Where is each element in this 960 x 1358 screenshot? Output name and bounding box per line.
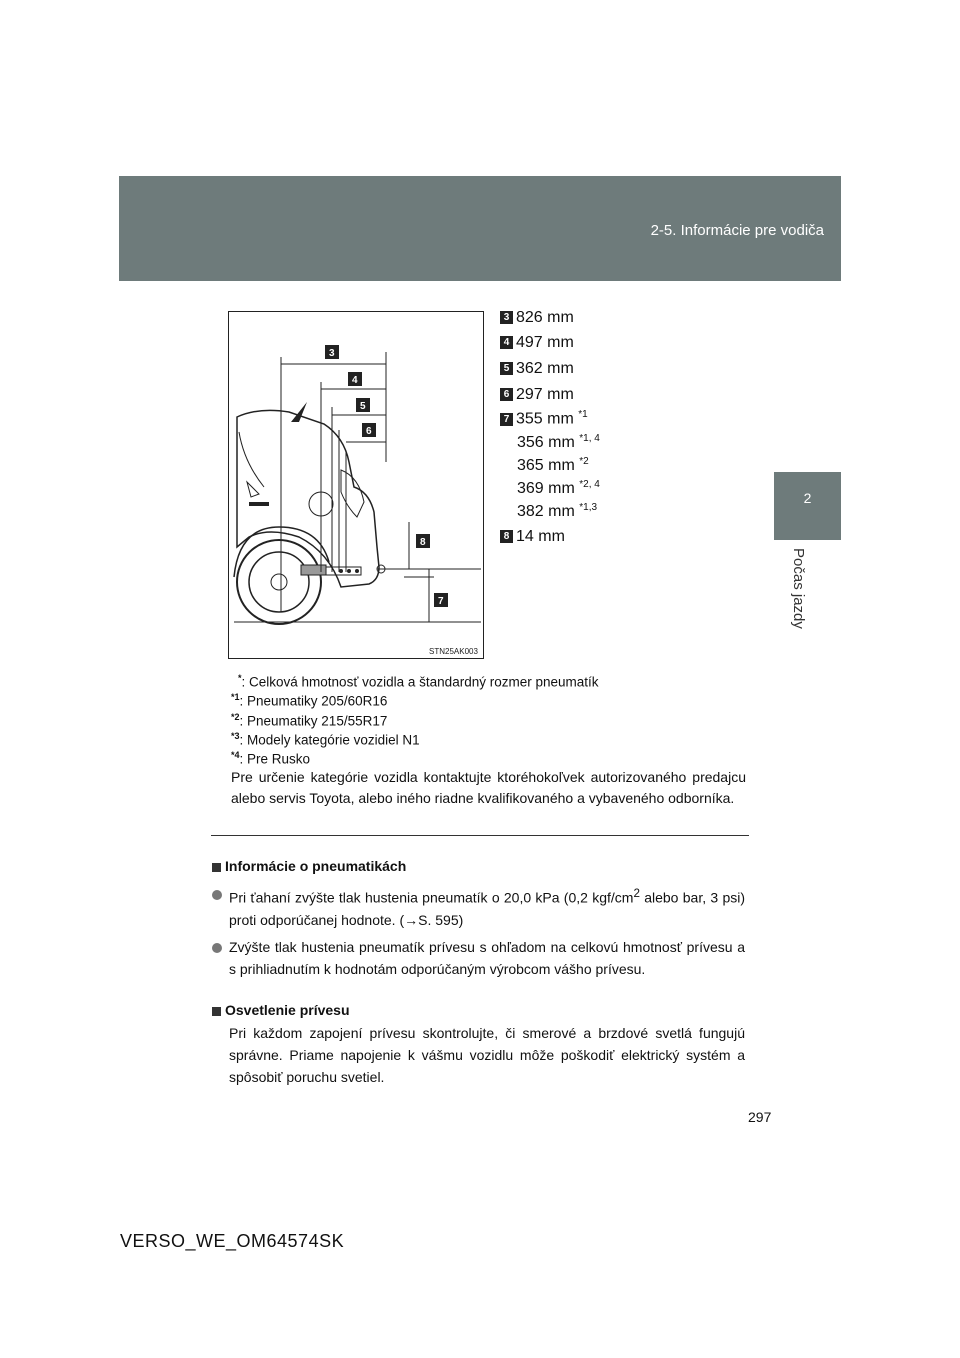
footnote-3: $^{*3}$: Modely kategórie vozidiel N1: [231, 731, 420, 748]
figure-label-5: 5: [360, 401, 366, 412]
section-title: 2-5. Informácie pre vodiča: [650, 222, 824, 239]
tow-hitch-figure: [228, 311, 484, 659]
footnote-1: $^{*1}$: Pneumatiky 205/60R16: [231, 692, 388, 709]
section-heading-tires: Informácie o pneumatikách: [212, 858, 406, 874]
chapter-tab-number[interactable]: 2: [774, 472, 841, 540]
bullet-dot-icon: [212, 943, 222, 953]
measurement-4: 4 497 mm: [500, 334, 574, 352]
square-bullet-icon: [212, 1007, 221, 1016]
figure-code: STN25AK003: [429, 647, 478, 656]
figure-label-6: 6: [366, 426, 372, 437]
measurement-7d: 369 mm $^{*2, 4}$: [517, 479, 600, 498]
divider: [211, 835, 749, 836]
section-heading-lights: Osvetlenie prívesu: [212, 1002, 350, 1018]
measurement-6: 6 297 mm: [500, 386, 574, 404]
square-bullet-icon: [212, 863, 221, 872]
measurement-3: 3 826 mm: [500, 309, 574, 327]
figure-label-8: 8: [420, 537, 426, 548]
measurement-7a: 7 355 mm $^{*1}$: [500, 409, 588, 428]
document-code: VERSO_WE_OM64574SK: [120, 1231, 345, 1251]
measurement-5: 5 362 mm: [500, 360, 574, 378]
bullet-tire-pressure: Pri ťahaní zvýšte tlak hustenia pneumatík o 20,0 kPa (0,2 kgf/$cm^2$ alebo bar, 3 psi) proti odporúčanej hodnote. (→S. 595): [212, 883, 745, 931]
vehicle-rear-diagram: [229, 312, 483, 658]
footnote-4: $^{*4}$: Pre Rusko: [231, 750, 311, 767]
footnote-0: *: Celková hmotnosť vozidla a štandardný rozmer pneumatík: [238, 673, 599, 690]
chapter-tab-label: [790, 548, 810, 638]
dealer-note: Pre určenie kategórie vozidla kontaktujte ktoréhokoľvek autorizovaného predajcu alebo servis Toyota, alebo iného riadne kvalifikovaného a vybaveného odborníka.: [231, 769, 746, 806]
measurement-8: 8 14 mm: [500, 528, 565, 546]
measurement-7c: 365 mm $^{*2}$: [517, 456, 589, 475]
measurement-7b: 356 mm $^{*1, 4}$: [517, 433, 600, 452]
chapter-tab-text: Počas jazdy: [790, 548, 807, 629]
figure-label-4: 4: [352, 375, 358, 386]
bullet-dot-icon: [212, 890, 222, 900]
figure-label-7: 7: [438, 596, 444, 607]
bullet-trailer-tire: Zvýšte tlak hustenia pneumatík prívesu s ohľadom na celkovú hmotnosť prívesu a s prihliadnutím k hodnotám odporúčaným výrobcom vášho prívesu.: [212, 936, 745, 980]
figure-label-3: 3: [329, 348, 335, 359]
measurement-7e: 382 mm $^{*1,3}$: [517, 502, 598, 521]
lights-paragraph: Pri každom zapojení prívesu skontrolujte, či smerové a brzdové svetlá fungujú správne. Priame napojenie k vášmu vozidlu môže poškodiť elektrický systém a spôsobiť poruchu svetiel.: [229, 1025, 745, 1085]
page-number: 297: [748, 1109, 772, 1125]
footnote-2: $^{*2}$: Pneumatiky 215/55R17: [231, 712, 388, 729]
